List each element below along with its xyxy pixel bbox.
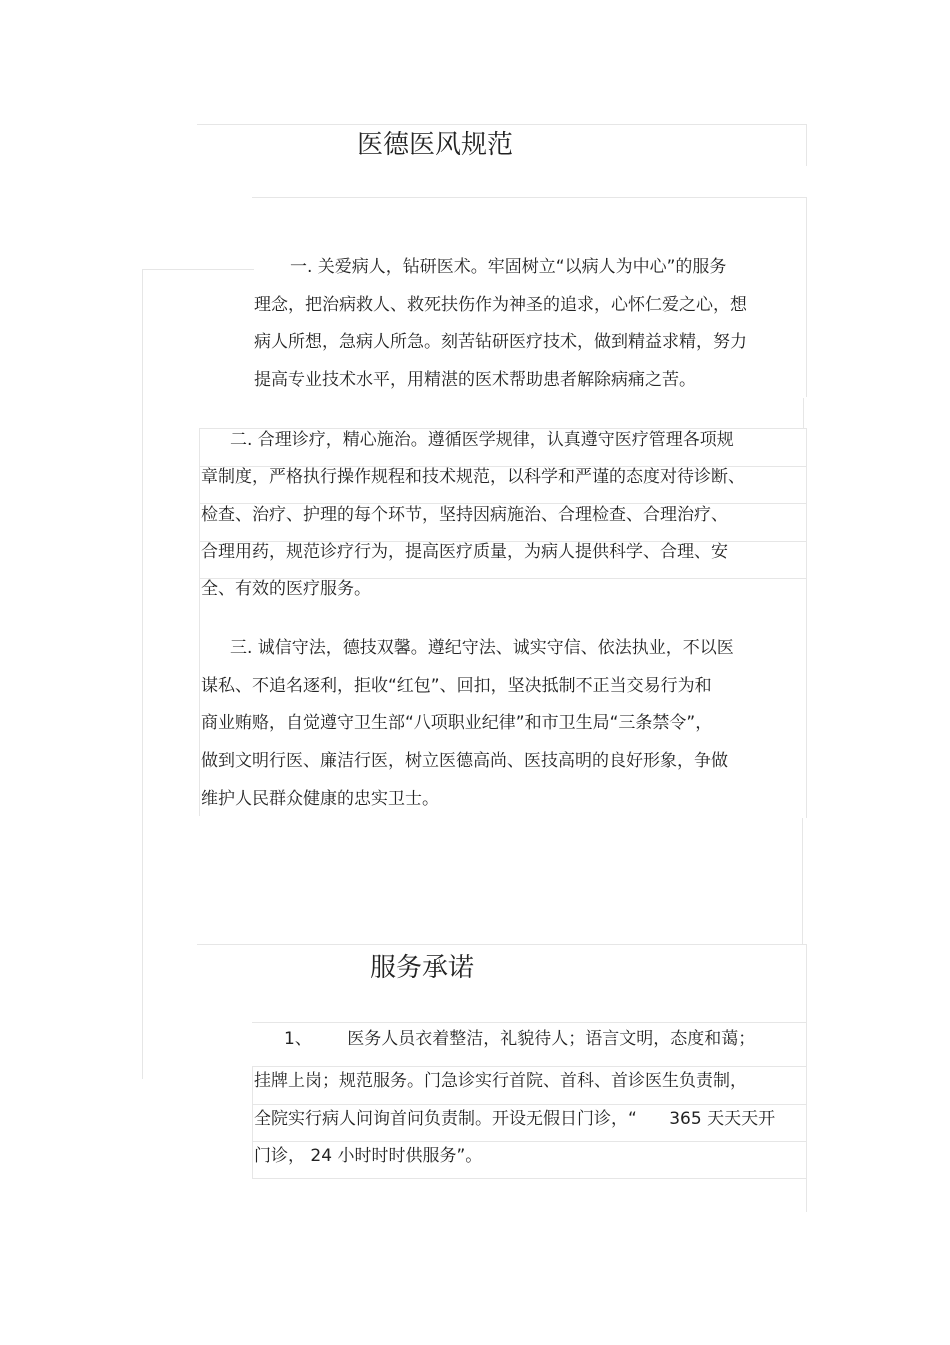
- section-title: 服务承诺: [370, 953, 475, 983]
- section-3-line: 谋私、不追名逐利，拒收“红包”、回扣，坚决抵制不正当交易行为和: [201, 676, 712, 696]
- section-1-line: 病人所想，急病人所急。刻苦钻研医疗技术，做到精益求精，努力: [254, 332, 747, 352]
- rule-line: [806, 124, 807, 166]
- section-3-line: 维护人民群众健康的忠实卫士。: [201, 789, 439, 809]
- commitment-line: 挂牌上岗；规范服务。门急诊实行首院、首科、首诊医生负责制，: [254, 1071, 747, 1091]
- page-title: 医德医风规范: [357, 130, 514, 160]
- rule-line: [199, 428, 807, 429]
- section-2-line: 合理用药，规范诊疗行为，提高医疗质量，为病人提供科学、合理、安: [201, 542, 728, 562]
- section-1-line: 理念，把治病救人、救死扶伤作为神圣的追求，心怀仁爱之心，想: [254, 295, 747, 315]
- rule-line: [252, 1178, 807, 1179]
- rule-line: [252, 1141, 807, 1142]
- section-2-line: 检查、治疗、护理的每个环节，坚持因病施治、合理检查、合理治疗、: [201, 505, 728, 525]
- section-3-line: 做到文明行医、廉洁行医，树立医德高尚、医技高明的良好形象，争做: [201, 751, 728, 771]
- rule-line: [199, 503, 807, 504]
- rule-line: [806, 1022, 807, 1212]
- section-2-line: 章制度，严格执行操作规程和技术规范，以科学和严谨的态度对待诊断、: [201, 467, 745, 487]
- rule-line: [806, 197, 807, 397]
- rule-line: [197, 944, 807, 945]
- rule-line: [252, 1022, 807, 1023]
- rule-line: [802, 818, 803, 944]
- section-3-line: 商业贿赂，自觉遵守卫生部“八项职业纪律”和市卫生局“三条禁令”，: [201, 713, 713, 733]
- rule-line: [252, 1104, 807, 1105]
- commitment-text: 医务人员衣着整洁，礼貌待人；语言文明，态度和蔼；: [347, 1029, 756, 1049]
- rule-line: [252, 197, 807, 198]
- commitment-line: 全院实行病人问询首问负责制。开设无假日门诊，“ 365 天天天开: [254, 1109, 776, 1129]
- rule-line: [142, 269, 254, 270]
- commitment-line: 门诊， 24 小时时时供服务”。: [254, 1146, 483, 1166]
- section-1-line: 一. 关爱病人，钻研医术。牢固树立“以病人为中心”的服务: [290, 257, 727, 277]
- rule-line: [806, 428, 807, 818]
- rule-line: [142, 269, 143, 1079]
- section-1-line: 提高专业技术水平，用精湛的医术帮助患者解除病痛之苦。: [254, 370, 696, 390]
- rule-line: [806, 944, 807, 1022]
- commitment-first-line: [284, 1029, 755, 1049]
- section-3-line: 三. 诚信守法，德技双馨。遵纪守法、诚实守信、依法执业，不以医: [230, 638, 734, 658]
- rule-line: [252, 1066, 807, 1067]
- section-2-line: 二. 合理诊疗，精心施治。遵循医学规律，认真遵守医疗管理各项规: [230, 430, 734, 450]
- rule-line: [252, 1066, 253, 1178]
- rule-line: [803, 398, 804, 428]
- section-2-line: 全、有效的医疗服务。: [201, 579, 371, 599]
- rule-line: [199, 428, 200, 816]
- commitment-number: 1、: [284, 1029, 312, 1049]
